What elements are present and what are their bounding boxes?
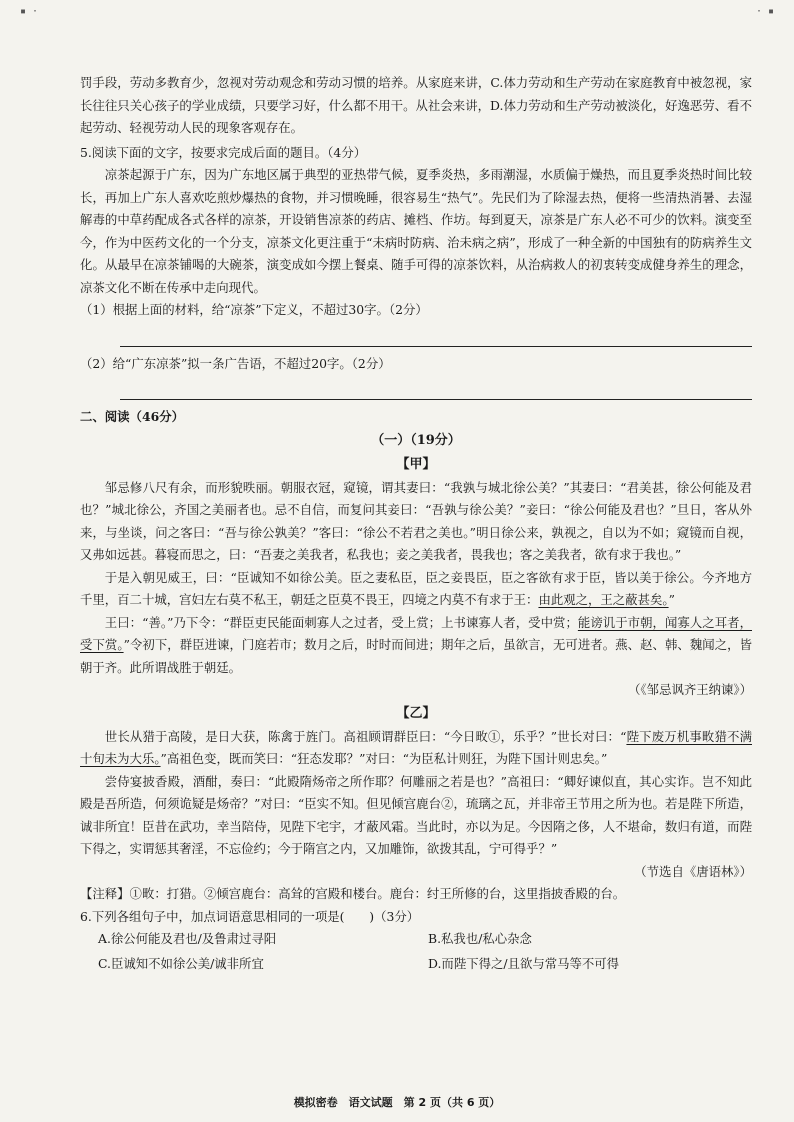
question-6-title: 6.下列各组句子中，加点词语意思相同的一项是( )（3分）	[80, 908, 420, 924]
passage-jia-paragraph-2	[80, 567, 752, 612]
answer-line-1[interactable]	[120, 324, 752, 347]
page-footer: 模拟密卷 语文试题 第 2 页（共 6 页）	[293, 1096, 501, 1109]
passage-jia-paragraph-3	[80, 612, 752, 680]
passage-yi-source: （节选自《唐语林》）	[634, 863, 752, 879]
passage-jia-source: （《邹忌讽齐王纳谏》）	[628, 682, 752, 697]
answer-line-2[interactable]	[120, 377, 752, 400]
scan-mark-left: ▪ ·	[20, 6, 39, 17]
option-d[interactable]: D.而陛下得之/且欲与常马等不可得	[428, 956, 620, 971]
scan-margin-marks	[20, 6, 774, 20]
jia-p3-end: ”令初下，群臣进谏，门庭若市；数月之后，时时而间进；期年之后，虽欲言，无可进者。燕、赵、韩、魏闻之，皆朝于齐。此所谓战胜于朝廷。	[80, 637, 752, 675]
jia-p2-underlined: 由此观之，王之蔽甚矣。	[538, 592, 669, 607]
reading-part-title: （一）（19分）	[371, 432, 461, 448]
passage-jia-paragraph-1: 邹忌修八尺有余，而形貌昳丽。朝服衣冠，窥镜，谓其妻曰：“我孰与城北徐公美？”其妻曰：“君美甚，徐公何能及君也？”城北徐公，齐国之美丽者也。忌不自信，而复问其妾曰：“吾孰与徐公美？”妾曰：“徐公何能及君也？”旦日，客从外来，与坐谈，问之客曰：“吾与徐公孰美？”客曰：“徐公不若君之美也。”明日徐公来，孰视之，自以为不如；窥镜而自视，又弗如远甚。暮寝而思之，曰：“吾妻之美我者，私我也；妾之美我者，畏我也；客之美我者，欲有求于我也。”	[80, 479, 752, 562]
question-5-title: 5.阅读下面的文字，按要求完成后面的题目。（4分）	[80, 144, 367, 160]
page-content	[80, 72, 752, 975]
scan-mark-right: · ▪	[755, 6, 774, 17]
yi-p1-end: ”高祖色变，既而笑曰：“狂态发耶？”对曰：“为臣私计则狂，为陛下国计则忠矣。”	[160, 751, 608, 766]
passage-yi-paragraph-2: 尝侍宴披香殿，酒酣，奏曰：“此殿隋炀帝之所作耶？何雕丽之若是也？”高祖曰：“卿好谏似直，其心实诈。岂不知此殿是吾所造，何须诡疑是炀帝？”对曰：“臣实不知。但见倾宫鹿台②，琉璃之瓦，并非帝王节用之所为也。若是陛下所造，诚非所宜！臣昔在武功，幸当陪侍，见陛下宅宇，才蔽风霜。当此时，亦以为足。今因隋之侈，人不堪命，数归有道，而陛下得之，实谓惩其奢淫，不忘俭约；今于隋宫之内，又加雕饰，欲拨其乱，宁可得乎？”	[80, 773, 752, 856]
section-reading-title: 二、阅读（46分）	[80, 409, 184, 424]
question-6-options	[80, 928, 752, 975]
notes: 【注释】①畋：打猎。②倾宫鹿台：高耸的宫殿和楼台。鹿台：纣王所修的台，这里指披香殿的台。	[80, 886, 626, 901]
yi-p1-text: 世长从猎于高陵，是日大获，陈禽于旌门。高祖顾谓群臣曰：“今日畋①，乐乎？”世长对曰：“	[104, 728, 627, 744]
jia-p2-text: 于是入朝见威王，曰：“臣诚知不如徐公美。臣之妻私臣，臣之妾畏臣，臣之客欲有求于臣，皆以美于徐公。今齐地方千里，百二十城，宫妇左右莫不私王，朝廷之臣莫不畏王，四境之内莫不有求于王：	[80, 569, 752, 607]
option-c[interactable]: C.臣诚知不如徐公美/诚非所宜	[98, 956, 264, 971]
yi-p1-underlined: 陛下废万机事畋猎不满十旬未为大乐。	[80, 728, 752, 766]
question-5-sub2: （2）给“广东凉茶”拟一条广告语，不超过20字。（2分）	[80, 355, 391, 371]
passage-jia-title: 【甲】	[396, 456, 436, 472]
option-a[interactable]: A.徐公何能及君也/及鲁肃过寻阳	[98, 931, 277, 946]
passage-yi-paragraph-1	[80, 726, 752, 771]
question-5-passage: 凉茶起源于广东，因为广东地区属于典型的亚热带气候，夏季炎热，多雨潮湿，水质偏于燥热，而且夏季炎热时间比较长，再加上广东人喜欢吃煎炒爆热的食物，并习惯晚睡，很容易生“热气”。先民们为了除湿去热，便将一些清热消暑、去湿解毒的中草药配成各式各样的凉茶，开设销售凉茶的药店、摊档、作坊。每到夏天，凉茶是广东人必不可少的饮料。演变至今，作为中医药文化的一个分支，凉茶文化更注重于“未病时防病、治未病之病”，形成了一种全新的中国独有的防病养生文化。从最早在凉茶铺喝的大碗茶，演变成如今摆上餐桌、随手可得的凉茶饮料，从治病救人的初衷转变成健身养生的理念，凉茶文化不断在传承中走向现代。	[80, 167, 752, 295]
continuation-paragraph: 罚手段，劳动多教育少，忽视对劳动观念和劳动习惯的培养。从家庭来讲，C.体力劳动和生产劳动在家庭教育中被忽视，家长往往只关心孩子的学业成绩，只要学习好，什么都不用干。从社会来讲，D.体力劳动和生产劳动被淡化，好逸恶劳、看不起劳动、轻视劳动人民的现象客观存在。	[80, 75, 752, 135]
option-b[interactable]: B.私我也/私心杂念	[428, 931, 532, 946]
passage-yi-title: 【乙】	[396, 705, 436, 721]
jia-p3-text: 王曰：“善。”乃下令：“群臣吏民能面刺寡人之过者，受上赏；上书谏寡人者，受中赏；	[104, 614, 578, 630]
question-5-sub1: （1）根据上面的材料，给“凉茶”下定义，不超过30字。（2分）	[80, 302, 428, 317]
jia-p3-underlined: 能谤讥于市朝，闻寡人之耳者，受下赏。	[80, 614, 752, 652]
jia-p2-end: ”	[668, 592, 675, 607]
